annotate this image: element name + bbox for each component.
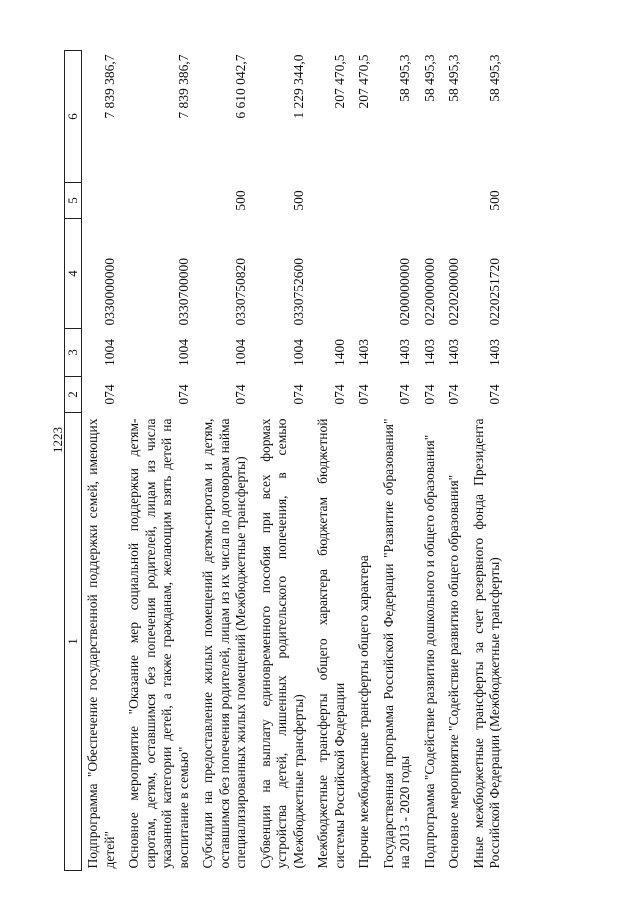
header-cell-ministry: 2	[65, 377, 82, 413]
cell-amount: 207 470,5	[356, 54, 371, 109]
cell-name: Субвенции на выплату единовременного пособия при всех формах устройства детей, лишенных родительского попечения, в семью (Межбюджетные трансферты)	[257, 418, 306, 869]
cell-ministry: 074	[397, 384, 412, 405]
cell-name: Государственная программа Российской Федерации "Развитие образования" на 2013 - 2020 годы	[380, 418, 412, 869]
cell-amount: 6 610 042,7	[233, 54, 248, 119]
cell-amount: 58 495,3	[446, 54, 461, 102]
cell-name: Межбюджетные трансферты общего характера бюджетам бюджетной системы Российской Федерации	[315, 418, 347, 869]
cell-name: Прочие межбюджетные трансферты общего характера	[356, 555, 371, 869]
cell-type	[82, 183, 124, 219]
table-row	[468, 51, 509, 871]
cell-amount: 7 839 386,7	[101, 54, 117, 119]
cell-name: Подпрограмма "Содействие развитию дошкольного и общего образования"	[421, 434, 437, 869]
table-row	[378, 51, 419, 871]
header-cell-type: 5	[65, 183, 82, 219]
cell-target	[353, 219, 378, 329]
cell-target: 0220200000	[446, 258, 461, 326]
cell-target	[312, 219, 353, 329]
cell-target: 0330750820	[233, 258, 248, 326]
header-cell-section: 3	[65, 329, 82, 377]
cell-target: 0220000000	[421, 258, 437, 326]
cell-target: 0330000000	[101, 258, 117, 326]
cell-section: 1403	[446, 339, 461, 366]
cell-name: Субсидии на предоставление жилых помещений детям-сиротам и детям, оставшимся без попечения родителей, лицам из их числа по договорам найма специализированных жилых помещений (Межбюджетные трансферты)	[200, 418, 248, 869]
cell-name: Подпрограмма "Обеспечение государственной поддержки семей, имеющих детей"	[85, 418, 117, 869]
cell-type: 500	[290, 190, 306, 211]
cell-section: 1400	[331, 339, 347, 366]
table-row	[82, 51, 124, 871]
cell-amount: 58 495,3	[397, 54, 412, 102]
budget-table	[64, 50, 509, 871]
cell-type: 500	[487, 190, 502, 211]
cell-amount: 58 495,3	[487, 54, 502, 102]
table-row	[197, 51, 255, 871]
cell-section: 1403	[421, 339, 437, 366]
table-body	[82, 51, 509, 871]
cell-ministry: 074	[101, 384, 117, 405]
cell-ministry: 074	[290, 384, 306, 405]
table-row	[312, 51, 353, 871]
cell-amount: 207 470,5	[331, 54, 347, 109]
cell-amount: 7 839 386,7	[175, 54, 191, 119]
cell-ministry: 074	[331, 384, 347, 405]
cell-ministry: 074	[356, 384, 371, 405]
cell-ministry: 074	[175, 384, 191, 405]
cell-section: 1004	[290, 339, 306, 366]
cell-name: Иные межбюджетные трансферты за счет резервного фонда Президента Российской Федерации (Межбюджетные трансферты)	[470, 418, 502, 869]
table-row	[353, 51, 378, 871]
header-cell-name: 1	[65, 413, 82, 871]
cell-name: Основное мероприятие "Оказание мер социальной поддержки детям-сиротам, детям, оставшимся без попечения родителей, лицам из числа указанной категории детей, а также гражданам, желающим взять детей на воспитание в семью"	[126, 418, 191, 869]
cell-target: 0200000000	[397, 258, 412, 326]
page-number: 1223	[50, 427, 65, 453]
cell-ministry: 074	[421, 384, 437, 405]
cell-target: 0330700000	[175, 258, 191, 326]
cell-section: 1004	[175, 339, 191, 366]
cell-type	[378, 183, 419, 219]
cell-ministry: 074	[487, 384, 502, 405]
cell-type	[312, 183, 353, 219]
cell-type: 500	[233, 190, 248, 211]
table-row	[419, 51, 444, 871]
cell-type	[419, 183, 444, 219]
table-header	[65, 51, 82, 871]
table-row	[443, 51, 468, 871]
cell-section: 1004	[101, 339, 117, 366]
cell-section: 1004	[233, 339, 248, 366]
cell-ministry: 074	[446, 384, 461, 405]
header-cell-amount: 6	[65, 51, 82, 183]
header-cell-target: 4	[65, 219, 82, 329]
table-row	[255, 51, 313, 871]
header-row	[65, 51, 82, 871]
cell-section: 1403	[487, 339, 502, 366]
cell-type	[353, 183, 378, 219]
cell-target: 0220251720	[487, 258, 502, 326]
cell-amount: 58 495,3	[421, 54, 437, 102]
cell-target: 0330752600	[290, 258, 306, 326]
cell-name: Основное мероприятие "Содействие развитию общего образования"	[446, 474, 461, 869]
cell-ministry: 074	[233, 384, 248, 405]
cell-type	[123, 183, 197, 219]
cell-section: 1403	[356, 339, 371, 366]
table-row	[123, 51, 197, 871]
cell-section: 1403	[397, 339, 412, 366]
cell-type	[443, 183, 468, 219]
cell-amount: 1 229 344,0	[290, 54, 306, 119]
budget-table-frame	[64, 51, 584, 871]
